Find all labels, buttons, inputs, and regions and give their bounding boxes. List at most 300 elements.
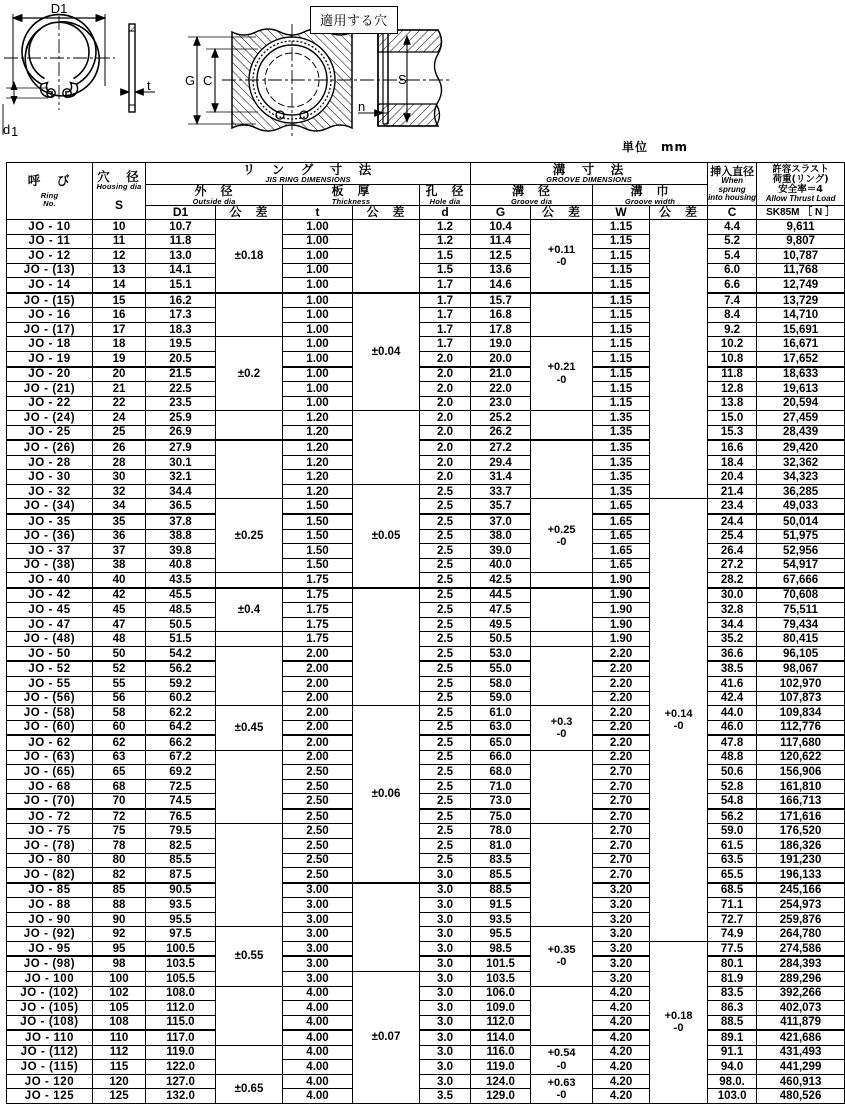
cell-ring-no: JO - 32 — [7, 484, 93, 499]
cell-outside-tolerance-52 — [216, 986, 283, 1045]
cell-ring-no: JO - 80 — [7, 853, 93, 868]
cell-ring-no: JO - 120 — [7, 1074, 93, 1089]
cell-insert-dia: 23.4 — [708, 499, 757, 514]
cell-ring-no: JO - 88 — [7, 898, 93, 913]
table-row[interactable] — [7, 484, 845, 499]
cell-insert-dia: 6.6 — [708, 278, 757, 293]
table-row[interactable] — [7, 941, 845, 956]
svg-text:t: t — [147, 78, 151, 93]
cell-groove-width: 2.20 — [593, 735, 650, 750]
table-row[interactable] — [7, 470, 845, 485]
cell-thickness: 2.00 — [283, 706, 353, 721]
table-row[interactable] — [7, 351, 845, 366]
cell-groove-dia: 55.0 — [471, 661, 531, 676]
svg-text:G: G — [185, 73, 196, 88]
cell-outside-dia: 95.5 — [146, 912, 216, 927]
cell-groove-dia: 33.7 — [471, 484, 531, 499]
cell-hole-dia: 1.7 — [420, 322, 471, 337]
table-row[interactable] — [7, 853, 845, 868]
table-row[interactable] — [7, 234, 845, 249]
table-row[interactable] — [7, 263, 845, 278]
table-row[interactable] — [7, 927, 845, 942]
cell-thickness: 4.00 — [283, 986, 353, 1001]
cell-outside-dia: 21.5 — [146, 367, 216, 382]
cell-insert-dia: 34.4 — [708, 617, 757, 632]
table-row[interactable] — [7, 1030, 845, 1045]
cell-groove-dia: 124.0 — [471, 1074, 531, 1089]
table-row[interactable] — [7, 677, 845, 692]
cell-ring-no: JO - 30 — [7, 470, 93, 485]
table-row[interactable] — [7, 691, 845, 706]
table-row[interactable] — [7, 293, 845, 308]
table-row[interactable] — [7, 411, 845, 426]
cell-groove-dia: 98.5 — [471, 941, 531, 956]
cell-groove-dia: 15.7 — [471, 293, 531, 308]
table-row[interactable] — [7, 1074, 845, 1089]
cell-groove-dia: 71.0 — [471, 779, 531, 794]
cell-groove-dia-tolerance-24 — [531, 573, 593, 588]
cell-outside-dia: 127.0 — [146, 1074, 216, 1089]
cell-groove-dia: 106.0 — [471, 986, 531, 1001]
cell-groove-width: 1.35 — [593, 440, 650, 455]
cell-groove-dia-tolerance-28 — [531, 632, 593, 647]
table-row[interactable] — [7, 912, 845, 927]
table-row[interactable] — [7, 765, 845, 780]
cell-hole-dia: 2.5 — [420, 573, 471, 588]
cell-outside-dia: 37.8 — [146, 514, 216, 529]
cell-insert-dia: 21.4 — [708, 484, 757, 499]
cell-ring-no: JO - 85 — [7, 883, 93, 898]
table-row[interactable] — [7, 1015, 845, 1030]
cell-thrust-load: 10,787 — [757, 249, 845, 264]
cell-groove-width: 2.70 — [593, 809, 650, 824]
cell-housing-dia: 10 — [93, 220, 146, 235]
cell-housing-dia: 60 — [93, 720, 146, 735]
cell-outside-dia: 105.5 — [146, 971, 216, 986]
cell-housing-dia: 48 — [93, 632, 146, 647]
cell-insert-dia: 18.4 — [708, 455, 757, 470]
cell-ring-no: JO - 90 — [7, 912, 93, 927]
cell-ring-no: JO - (108) — [7, 1015, 93, 1030]
cell-outside-dia: 67.2 — [146, 750, 216, 765]
table-row[interactable] — [7, 249, 845, 264]
cell-groove-width: 4.20 — [593, 1030, 650, 1045]
cell-outside-dia: 119.0 — [146, 1045, 216, 1060]
table-row[interactable] — [7, 661, 845, 676]
cell-thrust-load: 171,616 — [757, 809, 845, 824]
cell-thickness: 3.00 — [283, 898, 353, 913]
cell-outside-dia: 93.5 — [146, 898, 216, 913]
cell-outside-dia: 36.5 — [146, 499, 216, 514]
cell-groove-dia: 75.0 — [471, 809, 531, 824]
cell-groove-dia: 10.4 — [471, 220, 531, 235]
cell-groove-width: 2.20 — [593, 677, 650, 692]
cell-outside-tolerance-0: ±0.18 — [216, 220, 283, 293]
table-row[interactable] — [7, 455, 845, 470]
cell-insert-dia: 89.1 — [708, 1030, 757, 1045]
cell-thickness: 2.00 — [283, 677, 353, 692]
cell-hole-dia: 2.5 — [420, 603, 471, 618]
cell-housing-dia: 21 — [93, 382, 146, 397]
cell-housing-dia: 100 — [93, 971, 146, 986]
table-row[interactable] — [7, 544, 845, 559]
cell-groove-dia: 109.0 — [471, 1001, 531, 1016]
cell-outside-dia: 13.0 — [146, 249, 216, 264]
cell-thickness: 2.00 — [283, 646, 353, 661]
cell-groove-dia: 12.5 — [471, 249, 531, 264]
cell-hole-dia: 2.5 — [420, 750, 471, 765]
cell-hole-dia: 3.0 — [420, 1001, 471, 1016]
cell-thickness-tolerance-0 — [353, 220, 420, 293]
table-row[interactable] — [7, 1089, 845, 1104]
cell-ring-no: JO - 20 — [7, 367, 93, 382]
cell-groove-dia: 26.2 — [471, 425, 531, 440]
cell-insert-dia: 9.2 — [708, 322, 757, 337]
cell-groove-width: 1.90 — [593, 588, 650, 603]
cell-thickness-tolerance-45 — [353, 883, 420, 972]
cell-outside-dia: 115.0 — [146, 1015, 216, 1030]
cell-thickness: 2.50 — [283, 809, 353, 824]
cell-ring-no: JO - (34) — [7, 499, 93, 514]
cell-insert-dia: 5.4 — [708, 249, 757, 264]
cell-thickness: 2.50 — [283, 794, 353, 809]
cell-outside-dia: 39.8 — [146, 544, 216, 559]
cell-groove-width: 4.20 — [593, 1001, 650, 1016]
cell-groove-width: 2.70 — [593, 765, 650, 780]
cell-thrust-load: 49,033 — [757, 499, 845, 514]
cell-groove-dia: 63.0 — [471, 720, 531, 735]
cell-thickness: 1.50 — [283, 499, 353, 514]
cell-groove-width: 1.15 — [593, 367, 650, 382]
cell-groove-width: 2.70 — [593, 839, 650, 854]
cell-outside-dia: 30.1 — [146, 455, 216, 470]
cell-thickness: 1.00 — [283, 396, 353, 411]
unit-label: 単位 mm — [621, 140, 688, 154]
cell-outside-tolerance-24 — [216, 573, 283, 588]
cell-groove-width: 1.15 — [593, 322, 650, 337]
cell-housing-dia: 28 — [93, 455, 146, 470]
cell-groove-dia: 50.5 — [471, 632, 531, 647]
header-sym-d1: D1 — [146, 206, 216, 220]
cell-insert-dia: 35.2 — [708, 632, 757, 647]
cell-groove-dia-tolerance-48: +0.35 -0 — [531, 927, 593, 986]
cell-groove-dia: 59.0 — [471, 691, 531, 706]
cell-housing-dia: 98 — [93, 956, 146, 971]
table-row[interactable] — [7, 1045, 845, 1060]
cell-groove-width: 4.20 — [593, 1045, 650, 1060]
header-sym-t: t — [283, 206, 353, 220]
cell-outside-dia: 50.5 — [146, 617, 216, 632]
cell-housing-dia: 35 — [93, 514, 146, 529]
cell-groove-width: 2.20 — [593, 706, 650, 721]
table-row[interactable] — [7, 971, 845, 986]
table-row[interactable] — [7, 425, 845, 440]
cell-insert-dia: 24.4 — [708, 514, 757, 529]
cell-ring-no: JO - 75 — [7, 824, 93, 839]
cell-groove-dia: 112.0 — [471, 1015, 531, 1030]
cell-thickness: 3.00 — [283, 912, 353, 927]
table-row[interactable] — [7, 824, 845, 839]
cell-thrust-load: 54,917 — [757, 558, 845, 573]
table-row[interactable] — [7, 794, 845, 809]
cell-groove-width: 2.70 — [593, 853, 650, 868]
cell-ring-no: JO - 125 — [7, 1089, 93, 1104]
cell-hole-dia: 3.0 — [420, 883, 471, 898]
cell-groove-width: 1.15 — [593, 263, 650, 278]
table-row[interactable] — [7, 883, 845, 898]
cell-outside-dia: 60.2 — [146, 691, 216, 706]
cell-thrust-load: 36,285 — [757, 484, 845, 499]
cell-housing-dia: 26 — [93, 440, 146, 455]
cell-housing-dia: 20 — [93, 367, 146, 382]
table-row[interactable] — [7, 588, 845, 603]
cell-hole-dia: 2.5 — [420, 661, 471, 676]
applicable-hole-label: 適用する穴 — [310, 6, 398, 34]
header-ring-dim-en: JIS RING DIMENSIONS — [265, 175, 351, 185]
header-sym-w: W — [593, 206, 650, 220]
cell-insert-dia: 50.6 — [708, 765, 757, 780]
cell-outside-dia: 112.0 — [146, 1001, 216, 1016]
cell-insert-dia: 98.0. — [708, 1074, 757, 1089]
table-row[interactable] — [7, 396, 845, 411]
cell-thickness: 1.20 — [283, 455, 353, 470]
cell-insert-dia: 30.0 — [708, 588, 757, 603]
cell-outside-tolerance-13 — [216, 411, 283, 441]
cell-thrust-load: 274,586 — [757, 941, 845, 956]
table-row[interactable] — [7, 603, 845, 618]
cell-outside-dia: 108.0 — [146, 986, 216, 1001]
cell-groove-width: 1.15 — [593, 396, 650, 411]
cell-thickness: 1.20 — [283, 425, 353, 440]
cell-housing-dia: 32 — [93, 484, 146, 499]
cell-housing-dia: 38 — [93, 558, 146, 573]
cell-ring-no: JO - (38) — [7, 558, 93, 573]
cell-hole-dia: 2.5 — [420, 853, 471, 868]
cell-thrust-load: 51,975 — [757, 529, 845, 544]
cell-ring-no: JO - (78) — [7, 839, 93, 854]
cell-groove-dia-tolerance-13 — [531, 411, 593, 441]
cell-housing-dia: 82 — [93, 868, 146, 883]
cell-thrust-load: 109,834 — [757, 706, 845, 721]
cell-thickness: 1.75 — [283, 632, 353, 647]
cell-insert-dia: 61.5 — [708, 839, 757, 854]
cell-ring-no: JO - 45 — [7, 603, 93, 618]
cell-outside-dia: 45.5 — [146, 588, 216, 603]
cell-housing-dia: 102 — [93, 986, 146, 1001]
table-row[interactable] — [7, 367, 845, 382]
table-row[interactable] — [7, 809, 845, 824]
table-body — [7, 220, 845, 1104]
cell-housing-dia: 70 — [93, 794, 146, 809]
header-thrust-en: Allow Thrust Load — [765, 193, 836, 203]
cell-hole-dia: 2.0 — [420, 425, 471, 440]
svg-text:1: 1 — [11, 124, 19, 139]
cell-groove-width: 1.35 — [593, 484, 650, 499]
cell-insert-dia: 81.9 — [708, 971, 757, 986]
cell-groove-width: 3.20 — [593, 956, 650, 971]
header-sym-t-tol: 公 差 — [353, 206, 420, 220]
cell-ring-no: JO - 37 — [7, 544, 93, 559]
cell-ring-no: JO - (63) — [7, 750, 93, 765]
cell-groove-dia: 13.6 — [471, 263, 531, 278]
cell-thrust-load: 480,526 — [757, 1089, 845, 1104]
cell-insert-dia: 103.0 — [708, 1089, 757, 1104]
cell-thickness: 1.20 — [283, 411, 353, 426]
header-thrust-jp2: 荷重(リング) — [772, 174, 829, 186]
cell-ring-no: JO - (13) — [7, 263, 93, 278]
table-row[interactable] — [7, 308, 845, 323]
cell-thickness-tolerance-18: ±0.05 — [353, 484, 420, 587]
cell-thrust-load: 17,652 — [757, 351, 845, 366]
table-row[interactable] — [7, 573, 845, 588]
table-row[interactable] — [7, 868, 845, 883]
cell-groove-width: 1.35 — [593, 411, 650, 426]
cell-ring-no: JO - 18 — [7, 337, 93, 352]
cell-housing-dia: 45 — [93, 603, 146, 618]
cell-housing-dia: 16 — [93, 308, 146, 323]
table-row[interactable] — [7, 514, 845, 529]
cell-groove-dia: 17.8 — [471, 322, 531, 337]
cell-thickness: 2.00 — [283, 750, 353, 765]
cell-groove-width: 2.70 — [593, 779, 650, 794]
cell-outside-dia: 117.0 — [146, 1030, 216, 1045]
cell-housing-dia: 58 — [93, 706, 146, 721]
cell-outside-dia: 48.5 — [146, 603, 216, 618]
header-sym-d1-tol: 公 差 — [216, 206, 283, 220]
cell-insert-dia: 88.5 — [708, 1015, 757, 1030]
cell-insert-dia: 20.4 — [708, 470, 757, 485]
cell-groove-dia: 78.0 — [471, 824, 531, 839]
cell-groove-dia: 37.0 — [471, 514, 531, 529]
header-housing-sym: S — [114, 198, 123, 213]
cell-thrust-load: 120,622 — [757, 750, 845, 765]
table-row[interactable] — [7, 1001, 845, 1016]
cell-outside-dia: 79.5 — [146, 824, 216, 839]
table-row[interactable] — [7, 706, 845, 721]
cell-hole-dia: 3.0 — [420, 912, 471, 927]
table-row[interactable] — [7, 617, 845, 632]
cell-groove-dia: 20.0 — [471, 351, 531, 366]
cell-thrust-load: 411,879 — [757, 1015, 845, 1030]
cell-thickness: 2.00 — [283, 661, 353, 676]
cell-insert-dia: 54.8 — [708, 794, 757, 809]
cell-thrust-load: 259,876 — [757, 912, 845, 927]
cell-hole-dia: 2.5 — [420, 794, 471, 809]
cell-outside-tolerance-41 — [216, 824, 283, 927]
table-row[interactable] — [7, 986, 845, 1001]
cell-housing-dia: 95 — [93, 941, 146, 956]
cell-thrust-load: 29,420 — [757, 440, 845, 455]
cell-insert-dia: 83.5 — [708, 986, 757, 1001]
cell-insert-dia: 7.4 — [708, 293, 757, 308]
cell-thrust-load: 264,780 — [757, 927, 845, 942]
cell-groove-width: 1.15 — [593, 278, 650, 293]
cell-groove-dia-tolerance-15 — [531, 440, 593, 499]
table-row[interactable] — [7, 898, 845, 913]
cell-outside-tolerance-8: ±0.2 — [216, 337, 283, 411]
table-row[interactable] — [7, 382, 845, 397]
table-row[interactable] — [7, 735, 845, 750]
table-row[interactable] — [7, 220, 845, 235]
table-row[interactable] — [7, 499, 845, 514]
cell-hole-dia: 2.5 — [420, 499, 471, 514]
cell-groove-dia-tolerance-56: +0.54 -0 — [531, 1045, 593, 1074]
table-row[interactable] — [7, 779, 845, 794]
cell-hole-dia: 2.0 — [420, 440, 471, 455]
cell-groove-width: 3.20 — [593, 898, 650, 913]
table-row[interactable] — [7, 956, 845, 971]
table-row[interactable] — [7, 646, 845, 661]
table-row[interactable] — [7, 337, 845, 352]
cell-groove-width: 1.65 — [593, 499, 650, 514]
cell-thickness-tolerance-5: ±0.04 — [353, 293, 420, 411]
cell-groove-dia-tolerance-58: +0.63 -0 — [531, 1074, 593, 1103]
cell-groove-width: 4.20 — [593, 1089, 650, 1104]
cell-outside-dia: 23.5 — [146, 396, 216, 411]
cell-groove-dia-tolerance-41 — [531, 824, 593, 927]
cell-housing-dia: 72 — [93, 809, 146, 824]
cell-groove-width: 1.90 — [593, 603, 650, 618]
cell-hole-dia: 1.5 — [420, 263, 471, 278]
table-row[interactable] — [7, 440, 845, 455]
svg-text:C: C — [203, 73, 213, 88]
table-row[interactable] — [7, 322, 845, 337]
cell-groove-dia: 95.5 — [471, 927, 531, 942]
cell-groove-width: 2.20 — [593, 720, 650, 735]
cell-groove-width: 1.90 — [593, 617, 650, 632]
table-row[interactable] — [7, 839, 845, 854]
cell-outside-tolerance-33: ±0.45 — [216, 706, 283, 751]
header-housing-en: Housing dia — [96, 182, 142, 192]
cell-groove-dia: 83.5 — [471, 853, 531, 868]
cell-groove-width: 2.20 — [593, 750, 650, 765]
table-row[interactable] — [7, 278, 845, 293]
cell-outside-dia: 74.5 — [146, 794, 216, 809]
cell-thickness: 1.00 — [283, 249, 353, 264]
table-row[interactable] — [7, 632, 845, 647]
cell-insert-dia: 68.5 — [708, 883, 757, 898]
cell-insert-dia: 46.0 — [708, 720, 757, 735]
cell-hole-dia: 3.0 — [420, 941, 471, 956]
cell-groove-dia-tolerance-36 — [531, 750, 593, 824]
cell-groove-dia-tolerance-19: +0.25 -0 — [531, 499, 593, 573]
cell-groove-width: 1.35 — [593, 455, 650, 470]
cell-thrust-load: 112,776 — [757, 720, 845, 735]
table-row[interactable] — [7, 529, 845, 544]
cell-housing-dia: 25 — [93, 425, 146, 440]
cell-groove-width: 2.70 — [593, 868, 650, 883]
cell-insert-dia: 10.8 — [708, 351, 757, 366]
cell-groove-width: 1.15 — [593, 337, 650, 352]
cell-hole-dia: 2.5 — [420, 839, 471, 854]
header-insert-en1: When sprung — [718, 176, 746, 194]
table-row[interactable] — [7, 1060, 845, 1075]
table-row[interactable] — [7, 558, 845, 573]
cell-hole-dia: 2.5 — [420, 632, 471, 647]
cell-groove-width: 1.15 — [593, 293, 650, 308]
header-groove-width-jp: 溝 巾 — [630, 184, 670, 198]
cell-thickness: 2.00 — [283, 735, 353, 750]
cell-thickness: 1.50 — [283, 544, 353, 559]
table-row[interactable] — [7, 720, 845, 735]
cell-groove-dia: 22.0 — [471, 382, 531, 397]
cell-thickness: 4.00 — [283, 1030, 353, 1045]
cell-ring-no: JO - (65) — [7, 765, 93, 780]
cell-hole-dia: 1.2 — [420, 234, 471, 249]
header-thrust-load — [757, 163, 845, 206]
table-row[interactable] — [7, 750, 845, 765]
cell-thickness: 1.00 — [283, 322, 353, 337]
